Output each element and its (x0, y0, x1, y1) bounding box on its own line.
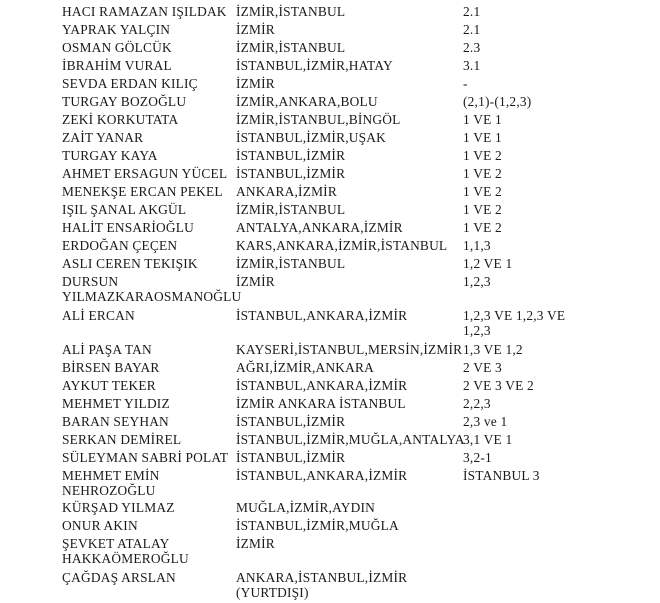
city-list: İZMİR,İSTANBUL (236, 202, 346, 217)
city-list: KARS,ANKARA,İZMİR,İSTANBUL (236, 238, 448, 253)
person-name: DURSUN YILMAZKARAOSMANOĞLU (62, 274, 242, 304)
city-list: İSTANBUL,ANKARA,İZMİR (236, 378, 408, 393)
city-list: İZMİR ANKARA İSTANBUL (236, 396, 406, 411)
city-list: KAYSERİ,İSTANBUL,MERSİN,İZMİR (236, 342, 463, 357)
assignment-value: 1,3 VE 1,2 (463, 342, 523, 357)
city-list: İZMİR (236, 274, 275, 289)
city-list: İSTANBUL,İZMİR (236, 148, 346, 163)
city-list: İSTANBUL,ANKARA,İZMİR (236, 308, 408, 323)
assignment-value: 1 VE 2 (463, 202, 502, 217)
city-list: ANKARA,İZMİR (236, 184, 337, 199)
assignment-value: İSTANBUL 3 (463, 468, 540, 483)
assignment-value: 2.1 (463, 4, 481, 19)
city-list: İSTANBUL,İZMİR,HATAY (236, 58, 393, 73)
assignment-value: 2 VE 3 VE 2 (463, 378, 534, 393)
city-list: İSTANBUL,ANKARA,İZMİR (236, 468, 408, 483)
person-name: ZEKİ KORKUTATA (62, 112, 179, 127)
person-name: MENEKŞE ERCAN PEKEL (62, 184, 223, 199)
assignment-value: (2,1)-(1,2,3) (463, 94, 532, 109)
assignment-value: 1 VE 2 (463, 148, 502, 163)
assignment-value: 1 VE 2 (463, 166, 502, 181)
assignment-value: 2.1 (463, 22, 481, 37)
assignment-value: 2,2,3 (463, 396, 491, 411)
person-name: IŞIL ŞANAL AKGÜL (62, 202, 187, 217)
person-name: SEVDA ERDAN KILIÇ (62, 76, 198, 91)
person-name: OSMAN GÖLCÜK (62, 40, 172, 55)
city-list: İZMİR,İSTANBUL (236, 40, 346, 55)
person-name: SÜLEYMAN SABRİ POLAT (62, 450, 229, 465)
city-list: İSTANBUL,İZMİR (236, 166, 346, 181)
person-name: BİRSEN BAYAR (62, 360, 160, 375)
city-list: AĞRI,İZMİR,ANKARA (236, 360, 375, 375)
assignment-value: 3.1 (463, 58, 481, 73)
city-list: İZMİR,ANKARA,BOLU (236, 94, 378, 109)
city-list: İSTANBUL,İZMİR (236, 414, 346, 429)
person-name: TURGAY KAYA (62, 148, 158, 163)
city-list: İSTANBUL,İZMİR,UŞAK (236, 130, 387, 145)
city-list: İZMİR (236, 536, 275, 551)
person-name: ŞEVKET ATALAY HAKKAÖMEROĞLU (62, 536, 189, 566)
assignment-value: 1 VE 2 (463, 220, 502, 235)
person-name: ALİ PAŞA TAN (62, 342, 152, 357)
city-list: MUĞLA,İZMİR,AYDIN (236, 500, 376, 515)
city-list: İSTANBUL,İZMİR,MUĞLA,ANTALYA (236, 432, 465, 447)
assignment-value: 1,2,3 VE 1,2,3 VE 1,2,3 (463, 308, 566, 338)
assignment-value: 1,2 VE 1 (463, 256, 513, 271)
person-name: HACI RAMAZAN IŞILDAK (62, 4, 227, 19)
assignment-value: 1 VE 1 (463, 112, 502, 127)
city-list: İZMİR,İSTANBUL (236, 4, 346, 19)
assignment-value: 2,3 ve 1 (463, 414, 508, 429)
assignment-value: 1,2,3 (463, 274, 491, 289)
assignment-value: 1 VE 1 (463, 130, 502, 145)
city-list: İZMİR (236, 76, 275, 91)
assignment-value: 2 VE 3 (463, 360, 502, 375)
assignment-value: 1 VE 2 (463, 184, 502, 199)
person-name: ERDOĞAN ÇEÇEN (62, 238, 178, 253)
city-list: İZMİR,İSTANBUL (236, 256, 346, 271)
person-name: AHMET ERSAGUN YÜCEL (62, 166, 228, 181)
city-list: İSTANBUL,İZMİR,MUĞLA (236, 518, 399, 533)
person-name: MEHMET EMİN NEHROZOĞLU (62, 468, 160, 498)
assignment-value: 2.3 (463, 40, 481, 55)
city-list: İZMİR,İSTANBUL,BİNGÖL (236, 112, 401, 127)
city-list: İZMİR (236, 22, 275, 37)
city-list: İSTANBUL,İZMİR (236, 450, 346, 465)
person-name: KÜRŞAD YILMAZ (62, 500, 175, 515)
person-name: ZAİT YANAR (62, 130, 144, 145)
assignment-value: 3,2-1 (463, 450, 492, 465)
person-name: BARAN SEYHAN (62, 414, 169, 429)
person-name: AYKUT TEKER (62, 378, 156, 393)
person-name: HALİT ENSARİOĞLU (62, 220, 195, 235)
person-name: YAPRAK YALÇIN (62, 22, 171, 37)
assignment-value: 1,1,3 (463, 238, 491, 253)
assignment-value: - (463, 76, 468, 91)
city-list: ANTALYA,ANKARA,İZMİR (236, 220, 403, 235)
person-name: MEHMET YILDIZ (62, 396, 170, 411)
person-name: ASLI CEREN TEKIŞIK (62, 256, 198, 271)
person-name: İBRAHİM VURAL (62, 58, 172, 73)
person-name: TURGAY BOZOĞLU (62, 94, 187, 109)
person-name: ÇAĞDAŞ ARSLAN (62, 570, 176, 585)
person-name: SERKAN DEMİREL (62, 432, 182, 447)
person-name: ONUR AKIN (62, 518, 138, 533)
assignment-value: 3,1 VE 1 (463, 432, 513, 447)
city-list: ANKARA,İSTANBUL,İZMİR (YURTDIŞI) (236, 570, 408, 600)
person-name: ALİ ERCAN (62, 308, 135, 323)
